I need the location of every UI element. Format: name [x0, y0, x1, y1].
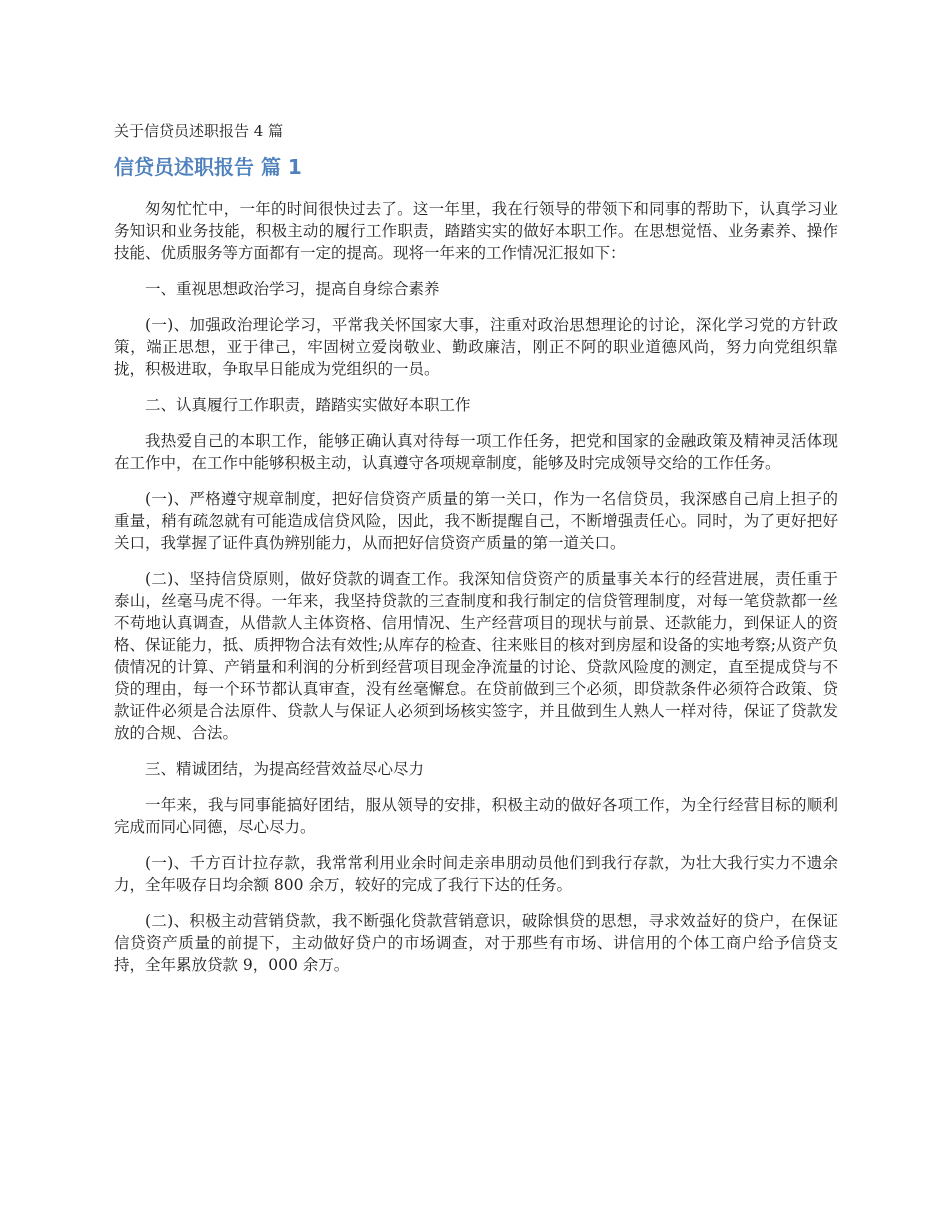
document-title: 关于信贷员述职报告 4 篇: [114, 122, 284, 140]
paragraph-political-study: (一)、加强政治理论学习，平常我关怀国家大事，注重对政治思想理论的讨论，深化学习党的方针政策，端正思想，亚于律己，牢固树立爱岗敬业、勤政廉洁，刚正不阿的职业道德风尚，努力向党组织靠拢，积极进取，争取早日能成为党组织的一员。: [114, 316, 838, 378]
heading-part-one: 一、重视思想政治学习，提高自身综合素养: [145, 280, 440, 298]
paragraph-rules: (一)、严格遵守规章制度，把好信贷资产质量的第一关口，作为一名信贷员，我深感自己肩上担子的重量，稍有疏忽就有可能造成信贷风险，因此，我不断提醒自己，不断增强责任心。同时，为了更好把好关口，我掌握了证件真伪辨别能力，从而把好信贷资产质量的第一道关口。: [114, 490, 838, 552]
paragraph-loan-investigation: (二)、坚持信贷原则，做好贷款的调查工作。我深知信贷资产的质量事关本行的经营进展，责任重于泰山，丝毫马虎不得。一年来，我坚持贷款的三查制度和我行制定的信贷管理制度，对每一笔贷款都一丝不苟地认真调查，从借款人主体资格、信用情况、生产经营项目的现状与前景、还款能力，到保证人的资格、保证能力，抵、质押物合法有效性;从库存的检查、往来账目的核对到房屋和设备的实地考察;从资产负债情况的计算、产销量和利润的分析到经营项目现金净流量的讨论、贷款风险度的测定，直至提成贷与不贷的理由，每一个环节都认真审查，没有丝毫懈怠。在贷前做到三个必须，即贷款条件必须符合政策、贷款证件必须是合法原件、贷款人与保证人必须到场核实签字，并且做到生人熟人一样对待，保证了贷款发放的合规、合法。: [114, 570, 838, 742]
paragraph-deposits: (一)、千方百计拉存款，我常常利用业余时间走亲串朋动员他们到我行存款，为壮大我行实力不遗余力，全年吸存日均余额 800 余万，较好的完成了我行下达的任务。: [114, 854, 838, 894]
section-heading: 信贷员述职报告 篇 1: [114, 155, 302, 179]
paragraph-intro: 匆匆忙忙中，一年的时间很快过去了。这一年里，我在行领导的带领下和同事的帮助下，认真学习业务知识和业务技能，积极主动的履行工作职责，踏踏实实的做好本职工作。在思想觉悟、业务素养、操作技能、优质服务等方面都有一定的提高。现将一年来的工作情况汇报如下：: [114, 200, 838, 262]
heading-part-two: 二、认真履行工作职责，踏踏实实做好本职工作: [145, 396, 471, 414]
paragraph-duties: 我热爱自己的本职工作，能够正确认真对待每一项工作任务，把党和国家的金融政策及精神灵活体现在工作中，在工作中能够积极主动，认真遵守各项规章制度，能够及时完成领导交给的工作任务。: [114, 432, 838, 472]
paragraph-loan-marketing: (二)、积极主动营销贷款，我不断强化贷款营销意识，破除惧贷的思想，寻求效益好的贷户，在保证信贷资产质量的前提下，主动做好贷户的市场调查，对于那些有市场、讲信用的个体工商户给予信贷支持，全年累放贷款 9，000 余万。: [114, 912, 838, 974]
paragraph-teamwork: 一年来，我与同事能搞好团结，服从领导的安排，积极主动的做好各项工作，为全行经营目标的顺利完成而同心同德，尽心尽力。: [114, 796, 838, 836]
document-page: [114, 120, 838, 990]
heading-part-three: 三、精诚团结，为提高经营效益尽心尽力: [145, 760, 425, 778]
